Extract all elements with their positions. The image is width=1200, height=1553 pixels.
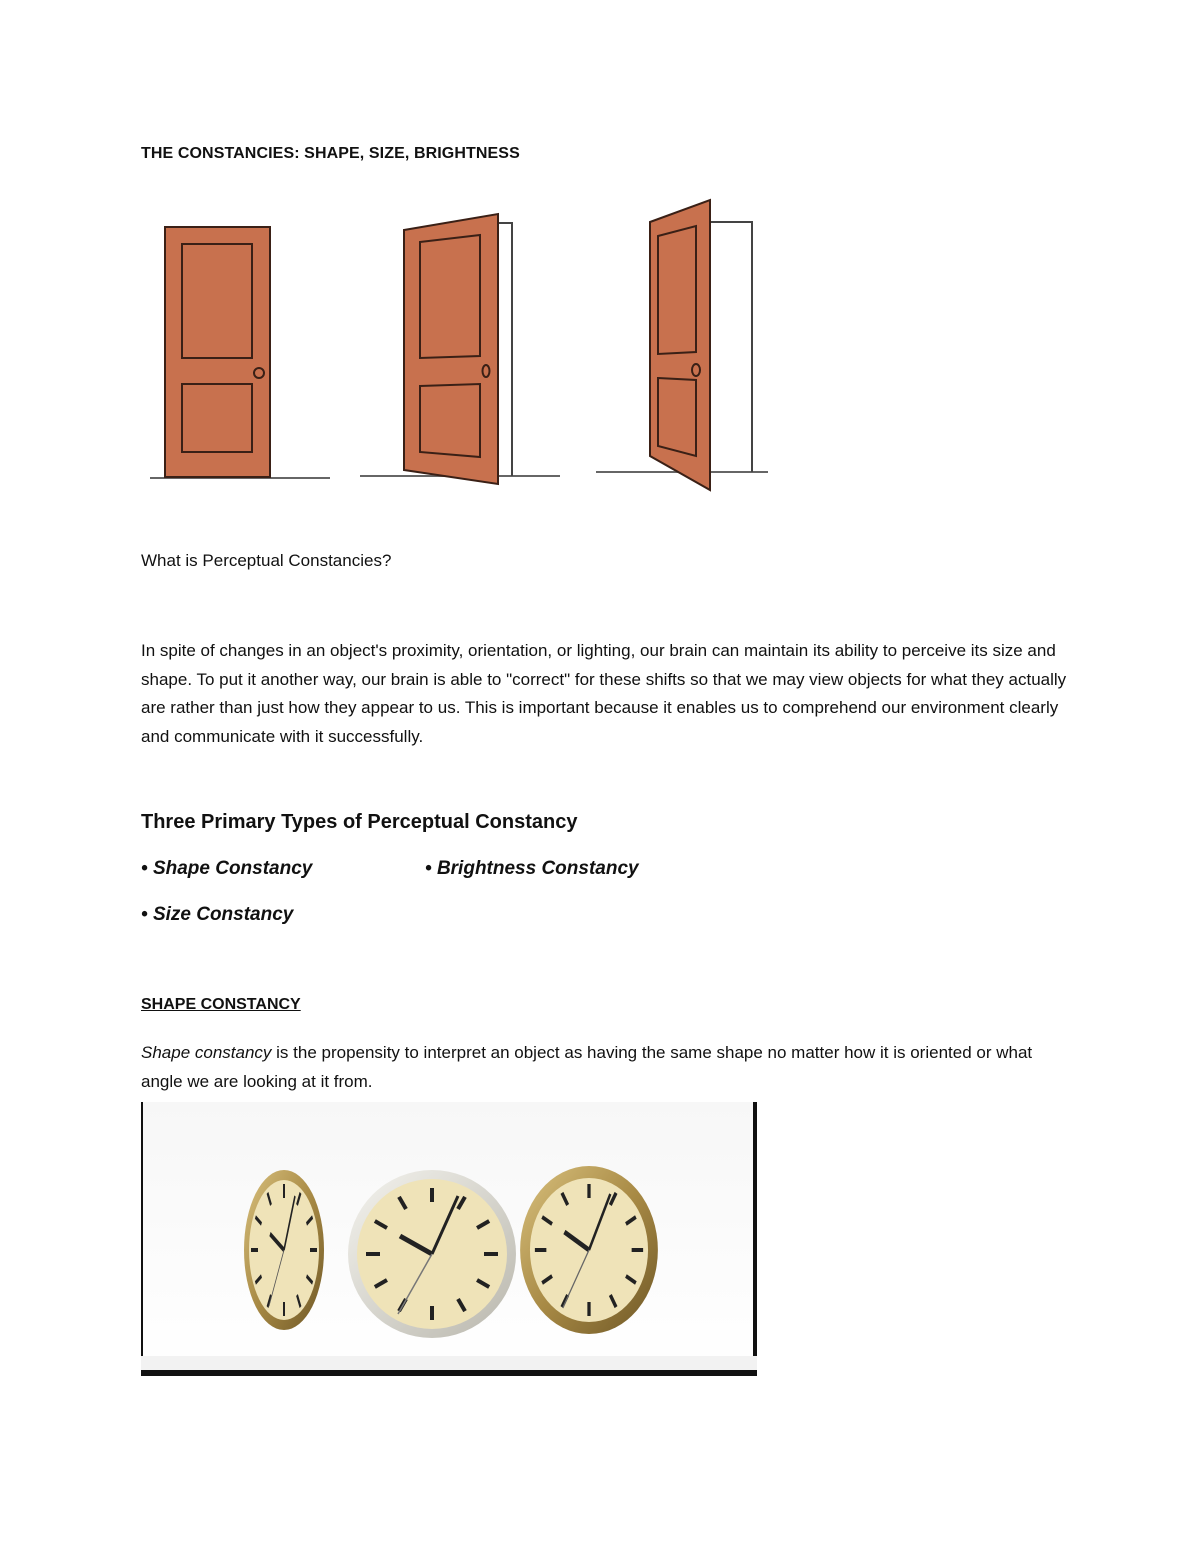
bullet-symbol: • [141,904,148,925]
shape-constancy-heading: SHAPE CONSTANCY [141,996,301,1013]
clocks-illustration [141,1102,757,1376]
door-slightly-open [360,214,560,484]
doors-illustration [140,180,780,500]
door-closed [150,227,330,478]
clock-right-angled [520,1166,658,1334]
bullet-size-constancy [141,904,293,926]
bullet-symbol: • [141,858,148,879]
bullet-shape-constancy [141,858,312,880]
page-title: THE CONSTANCIES: SHAPE, SIZE, BRIGHTNESS [141,145,520,162]
door-wide-open [596,200,768,490]
bullet-symbol: • [425,858,432,879]
shape-constancy-definition: is the propensity to interpret an object as having the same shape no matter how it is oriented or what angle we are looking at it from. [141,1043,1033,1091]
bullet-label: Size Constancy [152,904,294,925]
intro-paragraph: In spite of changes in an object's proximity, orientation, or lighting, our brain can maintain its ability to perceive its size and shape. To put it another way, our brain is able to "correct" for these shifts so that we may view objects for what they actually are rather than just how they appear to us. This is important because it enables us to comprehend our environment clearly and communicate with it successfully. [141,641,1067,746]
bullet-label: Brightness Constancy [436,858,639,879]
shape-constancy-paragraph [141,1039,1071,1096]
types-heading: Three Primary Types of Perceptual Constancy [141,811,578,833]
question-heading: What is Perceptual Constancies? [141,551,392,570]
bullet-label: Shape Constancy [152,858,313,879]
bullet-brightness-constancy [425,858,639,880]
shape-constancy-term: Shape constancy [141,1043,272,1062]
clock-left-tilted [244,1170,324,1330]
clock-middle-front [348,1170,516,1338]
